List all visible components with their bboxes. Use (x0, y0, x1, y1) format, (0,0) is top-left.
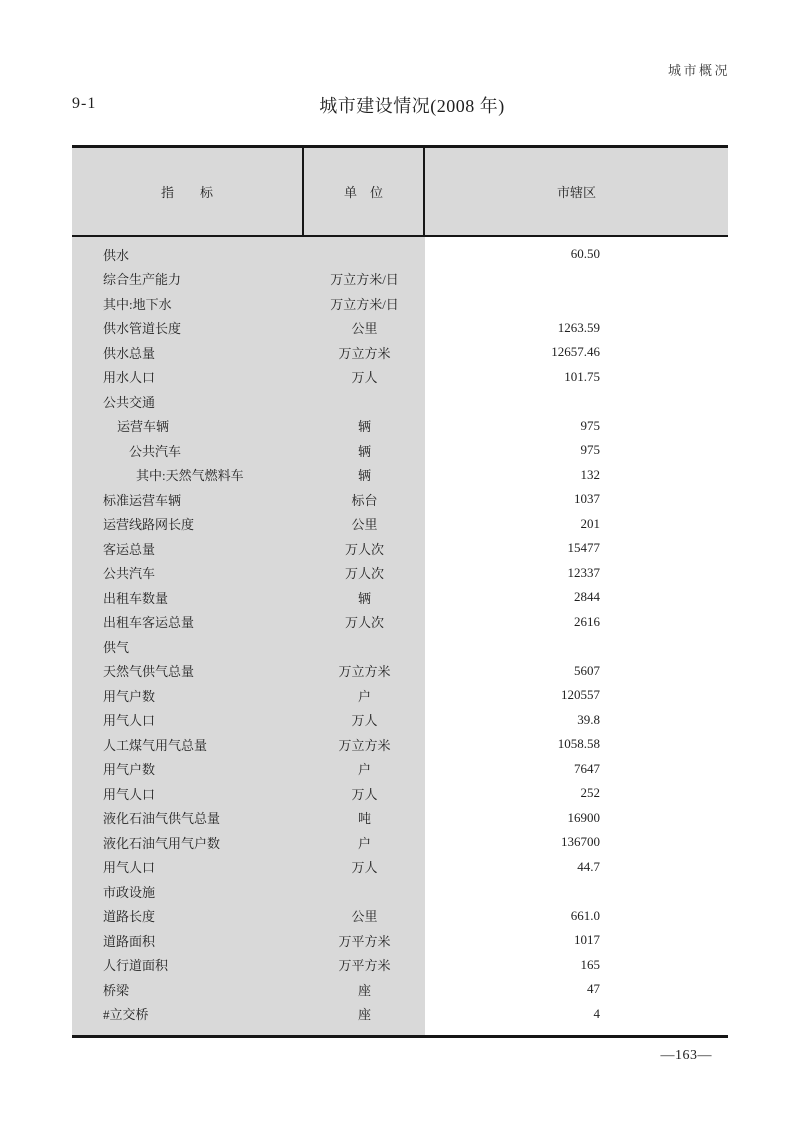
indicator-label: 市政设施 (103, 884, 156, 900)
table-row (72, 561, 728, 586)
unit-cell: 辆 (357, 590, 371, 606)
indicator-label: 道路面积 (103, 933, 156, 949)
value-cell: 5607 (574, 662, 600, 678)
table-row (72, 1002, 728, 1027)
value-cell: 1017 (574, 932, 600, 948)
unit-cell: 万平方米 (338, 958, 391, 974)
table-row (72, 659, 728, 684)
table-row (72, 389, 728, 414)
unit-cell: 万人次 (344, 615, 384, 631)
unit-cell: 户 (357, 835, 371, 851)
value-cell: 101.75 (564, 368, 600, 384)
indicator-label: 液化石油气用气户数 (103, 835, 221, 851)
value-cell: 2844 (574, 589, 600, 605)
table-row (72, 830, 728, 855)
indicator-label: 用气人口 (103, 860, 156, 876)
page-title: 城市建设情况(2008 年) (319, 96, 505, 116)
value-cell: 4 (593, 1005, 600, 1021)
table-row (72, 585, 728, 610)
table-row (72, 242, 728, 267)
table-row (72, 683, 728, 708)
table-row (72, 708, 728, 733)
table-row (72, 536, 728, 561)
value-cell: 60.50 (570, 246, 600, 262)
unit-cell: 标台 (351, 492, 378, 508)
table-row (72, 977, 728, 1002)
indicator-label: 供气 (103, 639, 130, 655)
indicator-label: #立交桥 (103, 1007, 149, 1023)
value-cell: 12657.46 (551, 344, 600, 360)
value-cell: 252 (580, 785, 600, 801)
value-cell: 1263.59 (557, 319, 600, 335)
value-cell: 201 (580, 515, 600, 531)
table-body (72, 237, 728, 1035)
table-row (72, 732, 728, 757)
table-row (72, 463, 728, 488)
unit-cell: 万人 (351, 713, 378, 729)
indicator-label: 标准运营车辆 (103, 492, 182, 508)
indicator-label: 液化石油气供气总量 (103, 811, 221, 827)
value-cell: 16900 (567, 809, 600, 825)
table-row (72, 610, 728, 635)
page-number: —163— (660, 1048, 712, 1063)
unit-cell: 座 (357, 1007, 371, 1023)
indicator-label: 综合生产能力 (103, 272, 182, 288)
table-row (72, 953, 728, 978)
indicator-label: 公共汽车 (103, 566, 156, 582)
value-cell: 1037 (574, 491, 600, 507)
indicator-label: 运营车辆 (117, 419, 170, 435)
value-cell: 136700 (561, 834, 600, 850)
unit-cell: 户 (357, 762, 371, 778)
table-row (72, 855, 728, 880)
unit-cell: 万人次 (344, 566, 384, 582)
table-row (72, 757, 728, 782)
unit-cell: 万人 (351, 370, 378, 386)
value-cell: 7647 (574, 760, 600, 776)
unit-cell: 万立方米 (338, 345, 391, 361)
table-row (72, 512, 728, 537)
value-cell: 15477 (567, 540, 600, 556)
indicator-label: 用气人口 (103, 713, 156, 729)
indicator-label: 公共交通 (103, 394, 156, 410)
unit-cell: 辆 (357, 419, 371, 435)
indicator-label: 用气户数 (103, 762, 156, 778)
indicator-label: 出租车客运总量 (103, 615, 195, 631)
indicator-label: 用水人口 (103, 370, 156, 386)
unit-cell: 辆 (357, 468, 371, 484)
indicator-label: 桥梁 (103, 982, 130, 998)
value-cell: 1058.58 (557, 736, 600, 752)
unit-cell: 万立方米/日 (330, 272, 399, 288)
indicator-label: 人工煤气用气总量 (103, 737, 208, 753)
indicator-label: 供水 (103, 247, 130, 263)
indicator-label: 道路长度 (103, 909, 156, 925)
unit-cell: 座 (357, 982, 371, 998)
table-body-rows (72, 242, 728, 1026)
table-row (72, 291, 728, 316)
value-cell: 44.7 (577, 858, 600, 874)
indicator-label: 客运总量 (103, 541, 156, 557)
indicator-label: 供水管道长度 (103, 321, 182, 337)
unit-cell: 万人 (351, 786, 378, 802)
indicator-label: 用气户数 (103, 688, 156, 704)
table-row (72, 365, 728, 390)
unit-cell: 公里 (351, 909, 378, 925)
table-row (72, 904, 728, 929)
table-row (72, 781, 728, 806)
unit-cell: 万立方米/日 (330, 296, 399, 312)
value-cell: 120557 (561, 687, 600, 703)
table-row (72, 438, 728, 463)
table-number: 9-1 (72, 95, 97, 112)
unit-cell: 万立方米 (338, 737, 391, 753)
value-cell: 661.0 (570, 907, 600, 923)
indicator-label: 出租车数量 (103, 590, 169, 606)
table-row (72, 879, 728, 904)
value-cell: 975 (580, 442, 600, 458)
indicator-label: 其中:天然气燃料车 (136, 468, 244, 484)
unit-cell: 万立方米 (338, 664, 391, 680)
table-row (72, 928, 728, 953)
table-row (72, 340, 728, 365)
table-row (72, 806, 728, 831)
value-cell: 12337 (567, 564, 600, 580)
indicator-label: 人行道面积 (103, 958, 169, 974)
value-cell: 47 (587, 981, 600, 997)
column-header-indicator: 指 标 (72, 148, 304, 235)
unit-cell: 万人 (351, 860, 378, 876)
running-header: 城市概况 (667, 63, 730, 78)
value-cell: 132 (580, 466, 600, 482)
indicator-label: 供水总量 (103, 345, 156, 361)
unit-cell: 万人次 (344, 541, 384, 557)
table-row (72, 316, 728, 341)
table-row (72, 267, 728, 292)
value-cell: 975 (580, 417, 600, 433)
indicator-label: 其中:地下水 (103, 296, 172, 312)
title-row (72, 92, 728, 118)
statistics-table (72, 145, 728, 1038)
value-cell: 2616 (574, 613, 600, 629)
unit-cell: 公里 (351, 517, 378, 533)
unit-cell: 户 (357, 688, 371, 704)
table-row (72, 634, 728, 659)
column-header-district: 市辖区 (556, 185, 596, 200)
indicator-label: 天然气供气总量 (103, 664, 195, 680)
table-header-row (72, 148, 728, 237)
indicator-label: 运营线路网长度 (103, 517, 195, 533)
value-cell: 39.8 (577, 711, 600, 727)
table-row (72, 487, 728, 512)
unit-cell: 万平方米 (338, 933, 391, 949)
unit-cell: 辆 (357, 443, 371, 459)
indicator-label: 用气人口 (103, 786, 156, 802)
indicator-label: 公共汽车 (129, 443, 182, 459)
unit-cell: 公里 (351, 321, 378, 337)
value-cell: 165 (580, 956, 600, 972)
table-row (72, 414, 728, 439)
column-header-unit: 单 位 (304, 148, 425, 235)
unit-cell: 吨 (357, 811, 371, 827)
